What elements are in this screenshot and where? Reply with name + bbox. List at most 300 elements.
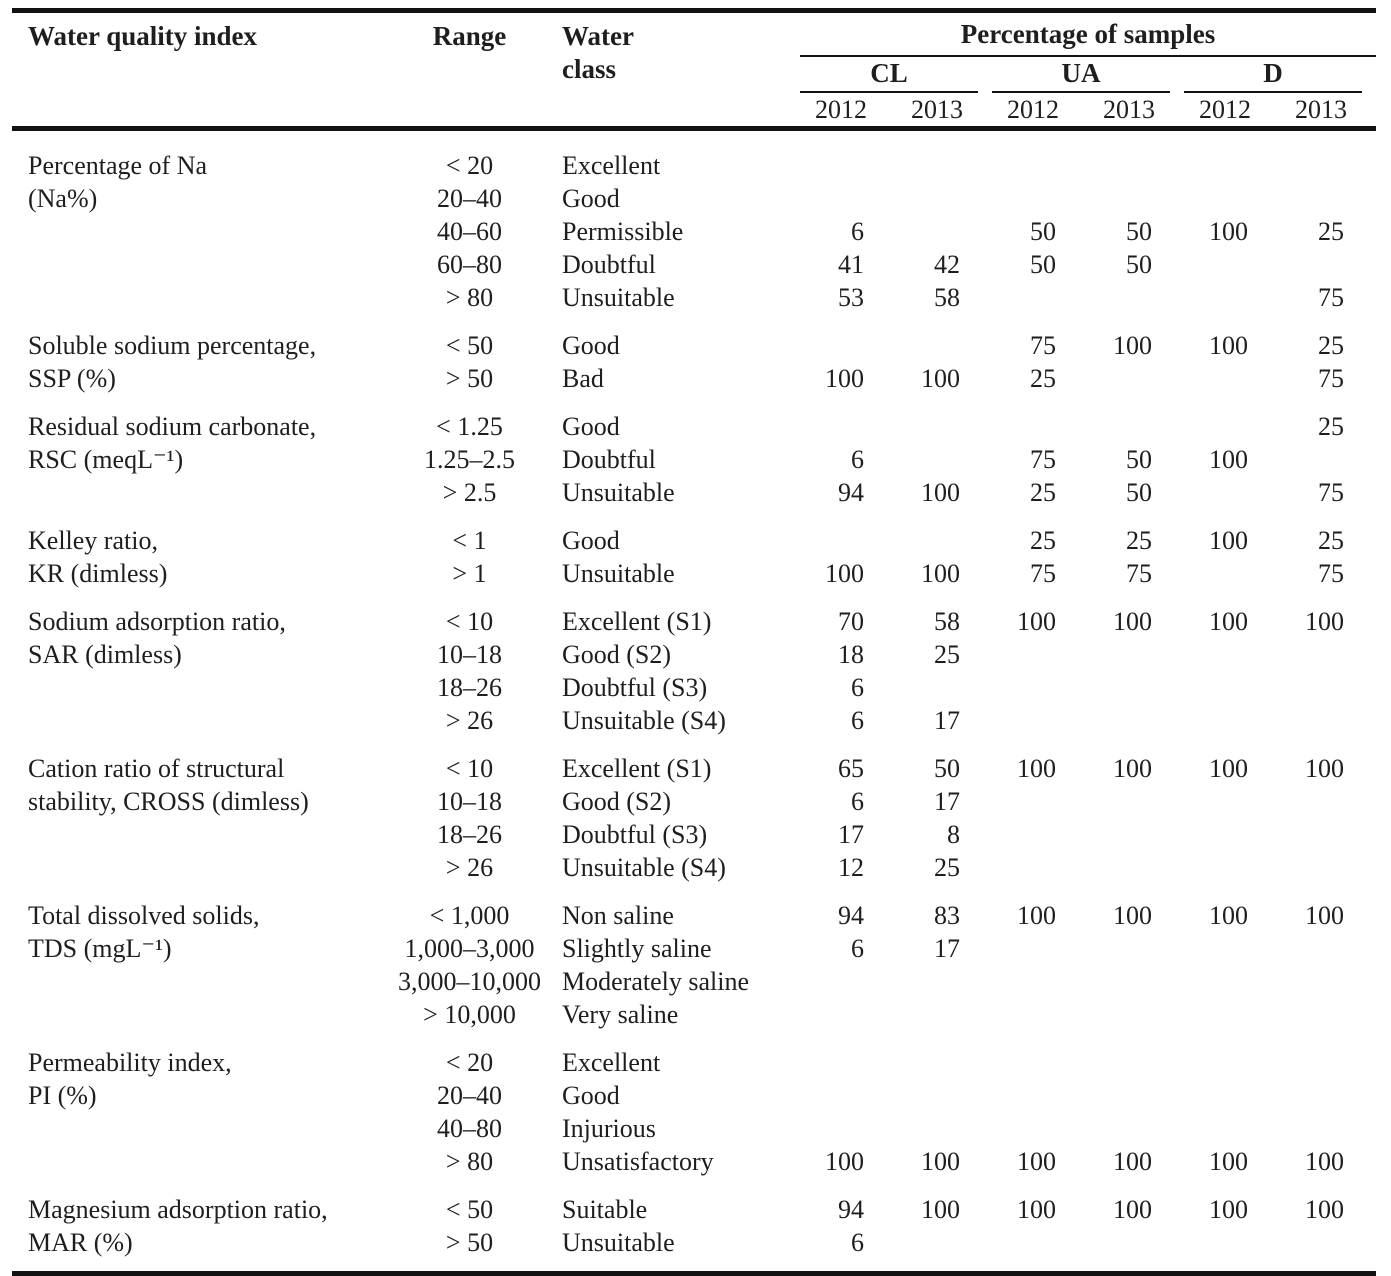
value-cell — [1280, 998, 1376, 1031]
value-cell: 25 — [1318, 526, 1344, 555]
value-cell: 100 — [1113, 901, 1152, 930]
value-cell: 100 — [1209, 607, 1248, 636]
range-cell: > 10,000 — [423, 1000, 516, 1029]
value-cell: 65 — [838, 754, 864, 783]
value-cell — [992, 1112, 1088, 1145]
value-cell: 100 — [1017, 754, 1056, 783]
col-header-ua — [992, 56, 1184, 93]
value-cell: 100 — [1209, 217, 1248, 246]
block-spacer-row — [12, 884, 1376, 899]
water-class-cell: Excellent — [562, 1048, 661, 1077]
col-header-d — [1184, 56, 1376, 93]
value-cell: 75 — [1318, 364, 1344, 393]
range-cell: > 80 — [445, 283, 494, 312]
value-cell — [1184, 557, 1280, 590]
value-cell — [800, 524, 896, 557]
value-cell: 75 — [1318, 478, 1344, 507]
spacer-cell — [12, 509, 1376, 524]
value-cell: 75 — [1126, 559, 1152, 588]
value-cell: 50 — [1126, 478, 1152, 507]
water-class-cell: Unsuitable (S4) — [562, 706, 726, 735]
value-cell: 8 — [947, 820, 960, 849]
water-class-cell: Moderately saline — [562, 967, 749, 996]
value-cell: 100 — [1305, 1147, 1344, 1176]
value-cell: 41 — [838, 250, 864, 279]
value-cell: 58 — [934, 283, 960, 312]
value-cell — [1280, 1112, 1376, 1145]
col-header-ua-2012: 2012 — [992, 93, 1088, 129]
value-cell — [992, 851, 1088, 884]
value-cell — [896, 410, 992, 443]
water-class-cell: Permissible — [562, 217, 684, 246]
value-cell: 58 — [934, 607, 960, 636]
value-cell — [1280, 704, 1376, 737]
value-cell: 75 — [1030, 331, 1056, 360]
trailing-spacer-row — [12, 1259, 1376, 1274]
value-cell — [992, 785, 1088, 818]
range-cell: 18–26 — [437, 820, 502, 849]
value-cell — [992, 671, 1088, 704]
value-cell: 17 — [934, 934, 960, 963]
range-cell: < 1.25 — [436, 412, 503, 441]
water-class-cell: Unsuitable — [562, 559, 675, 588]
range-cell: > 2.5 — [442, 478, 497, 507]
range-cell: < 50 — [445, 331, 494, 360]
index-line: KR (dimless) — [28, 559, 168, 588]
index-cell — [12, 329, 387, 395]
water-class-cell: Unsuitable — [562, 1228, 675, 1257]
value-cell: 50 — [1030, 250, 1056, 279]
range-cell: 10–18 — [437, 640, 502, 669]
value-cell: 100 — [1209, 526, 1248, 555]
value-cell — [800, 410, 896, 443]
value-cell: 83 — [934, 901, 960, 930]
index-cell — [12, 605, 387, 737]
water-class-cell: Excellent (S1) — [562, 754, 712, 783]
value-cell — [1088, 704, 1184, 737]
value-cell — [800, 1079, 896, 1112]
value-cell: 50 — [934, 754, 960, 783]
value-cell: 100 — [1017, 607, 1056, 636]
value-cell — [992, 638, 1088, 671]
value-cell — [992, 182, 1088, 215]
value-cell — [1088, 638, 1184, 671]
table-row — [12, 752, 1376, 785]
ua-label: UA — [992, 57, 1170, 93]
value-cell — [896, 1079, 992, 1112]
water-class-cell: Doubtful (S3) — [562, 820, 708, 849]
value-cell — [896, 524, 992, 557]
col-header-percentage-of-samples: Percentage of samples — [800, 11, 1376, 57]
value-cell: 17 — [934, 706, 960, 735]
value-cell — [1184, 818, 1280, 851]
value-cell: 100 — [1305, 754, 1344, 783]
value-cell: 6 — [851, 673, 864, 702]
value-cell — [1280, 1079, 1376, 1112]
cl-label: CL — [800, 57, 978, 93]
value-cell — [1088, 1079, 1184, 1112]
value-cell — [800, 965, 896, 998]
water-class-cell: Good — [562, 412, 620, 441]
value-cell: 100 — [1017, 1195, 1056, 1224]
range-cell: 20–40 — [437, 184, 502, 213]
value-cell — [896, 965, 992, 998]
value-cell — [992, 149, 1088, 182]
range-cell: > 1 — [452, 559, 487, 588]
value-cell: 100 — [1113, 1195, 1152, 1224]
spacer-cell — [12, 129, 1376, 150]
value-cell — [896, 1046, 992, 1079]
water-class-cell: Non saline — [562, 901, 674, 930]
value-cell — [992, 998, 1088, 1031]
value-cell — [1184, 638, 1280, 671]
value-cell: 25 — [1030, 526, 1056, 555]
water-class-cell: Doubtful — [562, 250, 656, 279]
value-cell — [992, 410, 1088, 443]
value-cell: 25 — [1318, 412, 1344, 441]
value-cell — [1088, 281, 1184, 314]
value-cell — [1088, 1226, 1184, 1259]
index-line: Total dissolved solids, — [28, 901, 260, 930]
index-line: MAR (%) — [28, 1228, 133, 1257]
water-class-cell: Unsuitable — [562, 283, 675, 312]
value-cell: 75 — [1318, 283, 1344, 312]
value-cell: 75 — [1030, 559, 1056, 588]
value-cell — [1280, 932, 1376, 965]
spacer-cell — [12, 1259, 1376, 1274]
value-cell — [1184, 1079, 1280, 1112]
range-cell: < 1 — [452, 526, 487, 555]
value-cell: 100 — [1209, 1195, 1248, 1224]
range-cell: 40–60 — [437, 217, 502, 246]
value-cell — [1088, 410, 1184, 443]
value-cell — [1280, 1046, 1376, 1079]
value-cell — [1184, 1226, 1280, 1259]
table-row — [12, 1193, 1376, 1226]
index-cell — [12, 149, 387, 314]
water-class-cell: Good — [562, 331, 620, 360]
index-line: TDS (mgL⁻¹) — [28, 934, 172, 963]
value-cell: 100 — [921, 1147, 960, 1176]
value-cell: 42 — [934, 250, 960, 279]
value-cell: 100 — [1209, 754, 1248, 783]
water-class-cell: Doubtful — [562, 445, 656, 474]
col-header-cl — [800, 56, 992, 93]
range-cell: < 1,000 — [429, 901, 510, 930]
value-cell: 100 — [1113, 331, 1152, 360]
index-line: Kelley ratio, — [28, 526, 158, 555]
value-cell — [992, 704, 1088, 737]
block-spacer-row — [12, 737, 1376, 752]
value-cell: 6 — [851, 706, 864, 735]
value-cell — [896, 329, 992, 362]
table-row — [12, 1046, 1376, 1079]
value-cell — [800, 182, 896, 215]
water-class-cell: Good — [562, 526, 620, 555]
value-cell — [1088, 362, 1184, 395]
water-class-cell: Very saline — [562, 1000, 679, 1029]
table-row — [12, 410, 1376, 443]
range-cell: 1,000–3,000 — [404, 934, 535, 963]
value-cell: 25 — [1318, 331, 1344, 360]
index-cell — [12, 1193, 387, 1259]
range-cell: < 20 — [445, 151, 494, 180]
index-line: Cation ratio of structural — [28, 754, 285, 783]
table-row — [12, 149, 1376, 182]
value-cell: 12 — [838, 853, 864, 882]
value-cell: 25 — [1030, 364, 1056, 393]
block-spacer-row — [12, 509, 1376, 524]
header-row-group — [12, 11, 1376, 57]
range-cell: < 50 — [445, 1195, 494, 1224]
value-cell — [1280, 149, 1376, 182]
value-cell — [1184, 182, 1280, 215]
water-quality-index-table — [12, 8, 1376, 1276]
spacer-cell — [12, 737, 1376, 752]
spacer-cell — [12, 884, 1376, 899]
value-cell — [1088, 965, 1184, 998]
value-cell: 6 — [851, 1228, 864, 1257]
value-cell: 100 — [825, 1147, 864, 1176]
col-header-d-2013: 2013 — [1280, 93, 1376, 129]
spacer-cell — [12, 590, 1376, 605]
water-class-header-line-2: class — [562, 54, 616, 84]
value-cell: 75 — [1318, 559, 1344, 588]
value-cell — [1184, 149, 1280, 182]
value-cell — [1088, 851, 1184, 884]
index-cell — [12, 899, 387, 1031]
value-cell: 100 — [1113, 754, 1152, 783]
value-cell — [800, 998, 896, 1031]
value-cell: 75 — [1030, 445, 1056, 474]
value-cell: 100 — [1209, 1147, 1248, 1176]
value-cell: 17 — [934, 787, 960, 816]
value-cell — [1088, 671, 1184, 704]
value-cell — [1088, 1046, 1184, 1079]
index-line: RSC (meqL⁻¹) — [28, 445, 184, 474]
value-cell — [1184, 965, 1280, 998]
value-cell — [1280, 818, 1376, 851]
value-cell — [1088, 818, 1184, 851]
table-header — [12, 11, 1376, 129]
col-header-range: Range — [387, 11, 552, 129]
value-cell — [992, 932, 1088, 965]
value-cell: 100 — [825, 364, 864, 393]
range-cell: > 26 — [445, 853, 494, 882]
value-cell — [896, 1112, 992, 1145]
value-cell: 100 — [1305, 607, 1344, 636]
range-cell: > 50 — [445, 1228, 494, 1257]
range-cell: < 20 — [445, 1048, 494, 1077]
range-cell: > 50 — [445, 364, 494, 393]
index-line: SSP (%) — [28, 364, 116, 393]
value-cell: 100 — [921, 1195, 960, 1224]
value-cell — [1184, 248, 1280, 281]
range-cell: 1.25–2.5 — [424, 445, 515, 474]
spacer-cell — [12, 395, 1376, 410]
value-cell: 50 — [1030, 217, 1056, 246]
value-cell — [800, 1046, 896, 1079]
value-cell: 100 — [825, 559, 864, 588]
water-class-cell: Suitable — [562, 1195, 648, 1224]
index-line: Soluble sodium percentage, — [28, 331, 317, 360]
index-line: stability, CROSS (dimless) — [28, 787, 309, 816]
water-class-cell: Doubtful (S3) — [562, 673, 708, 702]
value-cell — [1088, 998, 1184, 1031]
value-cell — [800, 1112, 896, 1145]
block-spacer-row — [12, 395, 1376, 410]
value-cell: 100 — [1305, 1195, 1344, 1224]
range-cell: 60–80 — [437, 250, 502, 279]
value-cell: 53 — [838, 283, 864, 312]
value-cell — [800, 149, 896, 182]
value-cell — [1184, 785, 1280, 818]
block-spacer-row — [12, 1178, 1376, 1193]
index-line: Magnesium adsorption ratio, — [28, 1195, 328, 1224]
table-row — [12, 524, 1376, 557]
index-cell — [12, 1046, 387, 1178]
value-cell: 100 — [921, 559, 960, 588]
water-class-header-line-1: Water — [562, 21, 634, 51]
value-cell — [1184, 476, 1280, 509]
range-cell: 18–26 — [437, 673, 502, 702]
value-cell: 100 — [1209, 331, 1248, 360]
leading-spacer-row — [12, 129, 1376, 150]
value-cell — [1280, 965, 1376, 998]
value-cell — [1184, 281, 1280, 314]
value-cell — [896, 1226, 992, 1259]
water-class-cell: Bad — [562, 364, 604, 393]
value-cell — [1184, 851, 1280, 884]
value-cell: 6 — [851, 217, 864, 246]
index-line: Permeability index, — [28, 1048, 232, 1077]
value-cell — [992, 1226, 1088, 1259]
value-cell: 25 — [1318, 217, 1344, 246]
table-row — [12, 605, 1376, 638]
value-cell — [1280, 182, 1376, 215]
value-cell — [1088, 182, 1184, 215]
range-cell: > 80 — [445, 1147, 494, 1176]
water-quality-table — [12, 8, 1376, 1276]
range-cell: < 10 — [445, 607, 494, 636]
index-cell — [12, 410, 387, 509]
value-cell — [1280, 443, 1376, 476]
value-cell — [1280, 638, 1376, 671]
value-cell — [1184, 998, 1280, 1031]
value-cell: 6 — [851, 934, 864, 963]
value-cell: 100 — [1305, 901, 1344, 930]
value-cell — [896, 182, 992, 215]
value-cell — [992, 1079, 1088, 1112]
value-cell: 100 — [921, 478, 960, 507]
value-cell: 18 — [838, 640, 864, 669]
value-cell: 100 — [1017, 1147, 1056, 1176]
value-cell — [896, 998, 992, 1031]
value-cell — [1184, 704, 1280, 737]
value-cell: 25 — [1030, 478, 1056, 507]
value-cell — [1088, 932, 1184, 965]
water-class-cell: Unsuitable (S4) — [562, 853, 726, 882]
value-cell — [896, 215, 992, 248]
value-cell: 100 — [1209, 445, 1248, 474]
value-cell — [1184, 1112, 1280, 1145]
index-line: Sodium adsorption ratio, — [28, 607, 286, 636]
value-cell: 100 — [1209, 901, 1248, 930]
water-class-cell: Slightly saline — [562, 934, 712, 963]
value-cell — [896, 149, 992, 182]
index-line: PI (%) — [28, 1081, 97, 1110]
range-cell: 10–18 — [437, 787, 502, 816]
water-class-cell: Good (S2) — [562, 787, 672, 816]
value-cell — [1088, 149, 1184, 182]
value-cell: 94 — [838, 478, 864, 507]
water-class-cell: Injurious — [562, 1114, 656, 1143]
table-body — [12, 129, 1376, 1274]
value-cell: 50 — [1126, 250, 1152, 279]
value-cell: 25 — [934, 640, 960, 669]
value-cell — [992, 1046, 1088, 1079]
col-header-cl-2012: 2012 — [800, 93, 896, 129]
value-cell — [992, 281, 1088, 314]
block-spacer-row — [12, 590, 1376, 605]
col-header-water-quality-index: Water quality index — [12, 11, 387, 129]
value-cell — [992, 818, 1088, 851]
value-cell: 94 — [838, 1195, 864, 1224]
water-class-cell: Excellent — [562, 151, 661, 180]
water-class-cell: Excellent (S1) — [562, 607, 712, 636]
value-cell — [1184, 410, 1280, 443]
value-cell: 6 — [851, 787, 864, 816]
value-cell — [1184, 1046, 1280, 1079]
water-class-cell: Unsuitable — [562, 478, 675, 507]
table-row — [12, 329, 1376, 362]
block-spacer-row — [12, 314, 1376, 329]
col-header-cl-2013: 2013 — [896, 93, 992, 129]
value-cell — [800, 329, 896, 362]
value-cell — [1280, 248, 1376, 281]
value-cell: 50 — [1126, 217, 1152, 246]
value-cell: 100 — [1017, 901, 1056, 930]
index-cell — [12, 752, 387, 884]
index-line: Residual sodium carbonate, — [28, 412, 317, 441]
col-header-ua-2013: 2013 — [1088, 93, 1184, 129]
index-line: (Na%) — [28, 184, 98, 213]
value-cell — [896, 443, 992, 476]
range-cell: < 10 — [445, 754, 494, 783]
index-line: Percentage of Na — [28, 151, 208, 180]
index-cell — [12, 524, 387, 590]
water-class-cell: Good (S2) — [562, 640, 672, 669]
value-cell — [1184, 671, 1280, 704]
water-class-cell: Unsatisfactory — [562, 1147, 714, 1176]
col-header-d-2012: 2012 — [1184, 93, 1280, 129]
spacer-cell — [12, 1031, 1376, 1046]
water-class-cell: Good — [562, 1081, 620, 1110]
value-cell — [896, 671, 992, 704]
value-cell: 50 — [1126, 445, 1152, 474]
value-cell: 6 — [851, 445, 864, 474]
value-cell: 25 — [934, 853, 960, 882]
value-cell — [1088, 785, 1184, 818]
range-cell: 40–80 — [437, 1114, 502, 1143]
d-label: D — [1184, 57, 1362, 93]
value-cell: 25 — [1126, 526, 1152, 555]
value-cell: 100 — [1113, 607, 1152, 636]
range-cell: > 26 — [445, 706, 494, 735]
value-cell: 100 — [921, 364, 960, 393]
spacer-cell — [12, 314, 1376, 329]
col-header-water-class — [552, 11, 800, 129]
